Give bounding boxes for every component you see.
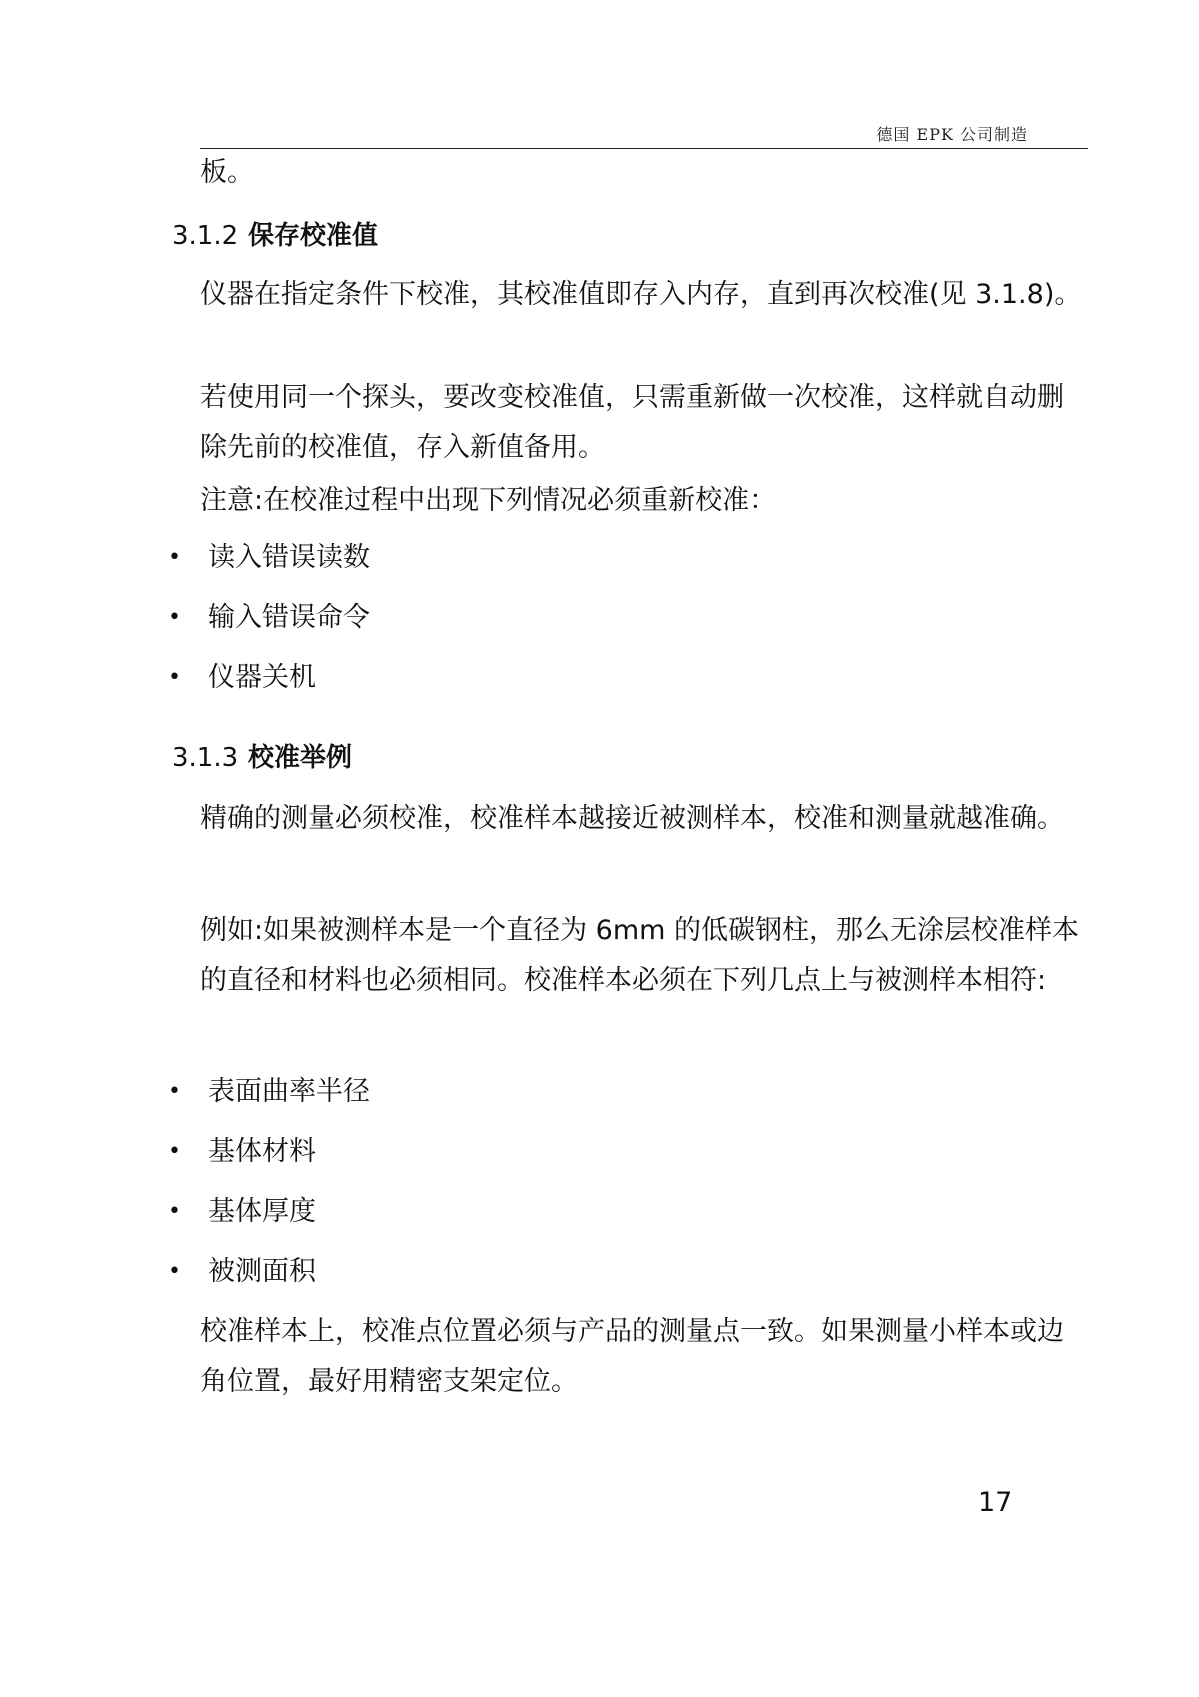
bullet-item <box>168 598 370 640</box>
section-heading-3-1-2 <box>172 216 378 256</box>
bullet-item <box>168 658 316 700</box>
paragraph: 精确的测量必须校准，校准样本越接近被测样本，校准和测量就越准确。 <box>200 803 1064 834</box>
page-header <box>200 118 1088 149</box>
section-title: 保存校准值 <box>248 221 379 251</box>
bullet-text: 基体厚度 <box>208 1196 316 1227</box>
section-title: 校准举例 <box>248 743 353 773</box>
bullet-item <box>168 1252 316 1294</box>
bullet-icon: • <box>168 1259 181 1284</box>
bullet-icon: • <box>168 545 181 570</box>
bullet-icon: • <box>168 605 181 630</box>
bullet-item <box>168 1072 370 1114</box>
section-heading-3-1-3 <box>172 738 352 778</box>
bullet-text: 仪器关机 <box>208 662 316 693</box>
paragraph: 例如:如果被测样本是一个直径为 6mm 的低碳钢柱，那么无涂层校准样本的直径和材料也必须相同。校准样本必须在下列几点上与被测样本相符: <box>200 915 1080 996</box>
bullet-icon: • <box>168 1139 181 1164</box>
paragraph: 注意:在校准过程中出现下列情况必须重新校准： <box>200 485 777 516</box>
bullet-text: 被测面积 <box>208 1256 316 1287</box>
paragraph: 仪器在指定条件下校准，其校准值即存入内存，直到再次校准(见 3.1.8)。 <box>200 279 1082 310</box>
section-number: 3.1.2 <box>172 221 239 251</box>
bullet-text: 表面曲率半径 <box>208 1076 370 1107</box>
section-number: 3.1.3 <box>172 743 239 773</box>
paragraph: 校准样本上，校准点位置必须与产品的测量点一致。如果测量小样本或边角位置，最好用精密支架定位。 <box>200 1316 1064 1397</box>
bullet-item <box>168 1192 316 1234</box>
bullet-item <box>168 1132 316 1174</box>
paragraph: 若使用同一个探头，要改变校准值，只需重新做一次校准，这样就自动删除先前的校准值，存入新值备用。 <box>200 382 1064 463</box>
page-number: 17 <box>978 1487 1013 1518</box>
continuation-text: 板。 <box>200 157 254 188</box>
bullet-icon: • <box>168 1079 181 1104</box>
bullet-text: 输入错误命令 <box>208 602 370 633</box>
bullet-text: 基体材料 <box>208 1136 316 1167</box>
bullet-icon: • <box>168 1199 181 1224</box>
bullet-item <box>168 538 370 580</box>
bullet-text: 读入错误读数 <box>208 542 370 573</box>
header-text: 德国 EPK 公司制造 <box>876 125 1028 144</box>
bullet-icon: • <box>168 665 181 690</box>
